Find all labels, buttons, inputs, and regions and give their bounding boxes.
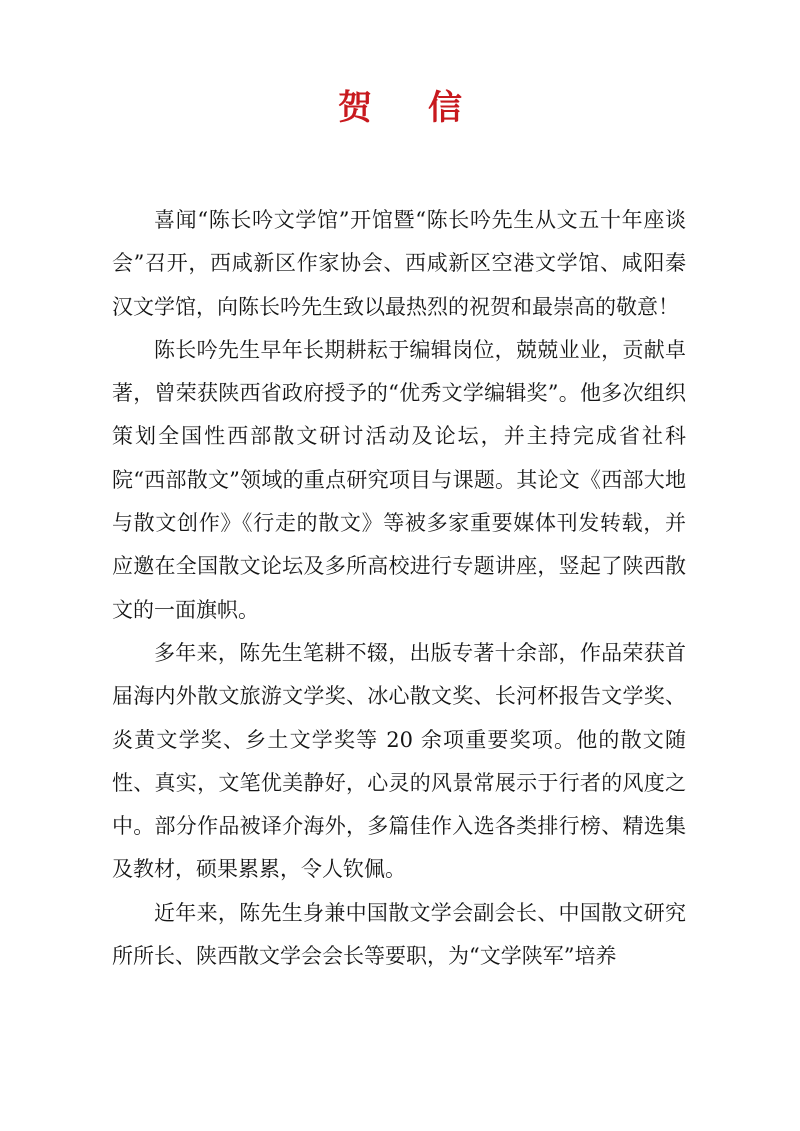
- paragraph-recent-roles: 近年来，陈先生身兼中国散文学会副会长、中国散文研究所所长、陕西散文学会会长等要职，为“文学陕军”培养: [112, 900, 686, 969]
- title-char-letter: 信: [428, 88, 462, 128]
- paragraph-editorial-career: 陈长吟先生早年长期耕耘于编辑岗位，兢兢业业，贡献卓著，曾荣获陕西省政府授予的“优秀文学编辑奖”。他多次组织策划全国性西部散文研讨活动及论坛，并主持完成省社科院“西部散文”领域的重点研究项目与课题。其论文《西部大地与散文创作》《行走的散文》等被多家重要媒体刊发转载，并应邀在全国散文论坛及多所高校进行专题讲座，竖起了陕西散文的一面旗帜。: [112, 337, 686, 622]
- paragraph-congratulations: 喜闻“陈长吟文学馆”开馆暨“陈长吟先生从文五十年座谈会”召开，西咸新区作家协会、西咸新区空港文学馆、咸阳秦汉文学馆，向陈长吟先生致以最热烈的祝贺和最崇高的敬意！: [112, 208, 686, 319]
- letter-body: [112, 199, 686, 978]
- title-char-congratulation: 贺: [338, 88, 372, 128]
- paragraph-literary-achievements: 多年来，陈先生笔耕不辍，出版专著十余部，作品荣获首届海内外散文旅游文学奖、冰心散文奖、长河杯报告文学奖、炎黄文学奖、乡土文学奖等 20 余项重要奖项。他的散文随性、真实，文笔优美静好，心灵的风景常展示于行者的风度之中。部分作品被译介海外，多篇佳作入选各类排行榜、精选集及教材，硕果累累，令人钦佩。: [112, 640, 686, 882]
- letter-title: [0, 88, 800, 128]
